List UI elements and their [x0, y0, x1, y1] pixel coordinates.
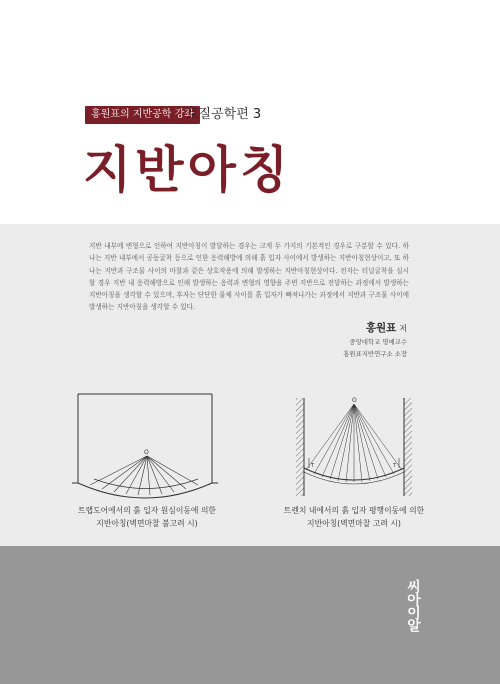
series-badge: 홍원표의 지반공학 강좌 [85, 106, 200, 124]
book-title: 지반아칭 [83, 141, 293, 199]
description-text: 지반 내부에 변형으로 인하여 지반아칭이 발달하는 경우는 크게 두 가지의 기본적인 경우로 구분할 수 있다. 하나는 지반 내부에서 공동굴착 등으로 인한 응력해방에 의해 흙 입자 사이에서 발생하는 지반아칭현상이고, 또 하나는 지반과 구조물 사이의 마찰과 같은 상호작용에 의해 발생하는 지반아칭현상이다. 전자는 터널굴착을 실시할 경우 지반 내 응력해방으로 인해 발생하는 응력과 변형의 영향을 주변 지반으로 전달하는 과정에서 발생하는 지반아칭을 생각할 수 있으며, 후자는 단단한 물체 사이를 흙 입자가 빠져나가는 과정에서 지반과 구조물 사이에 발생하는 지반아칭을 생각할 수 있다. [89, 242, 409, 312]
affiliation-line-2: 홍원표지반연구소 소장 [343, 350, 407, 358]
author-line [366, 320, 407, 335]
left-diagram-caption [72, 504, 222, 530]
left-caption-line-1: 트랩도어에서의 흙 입자 원심이동에 의한 [78, 506, 216, 515]
right-caption-line-2: 지반아칭(벽면마찰 고려 시) [307, 519, 401, 528]
diagram-right-origin-label: O [352, 397, 357, 404]
diagram-right-t-right: T [393, 463, 397, 469]
author-affiliation [343, 336, 407, 360]
author-suffix: 저 [399, 324, 407, 333]
top-section [0, 0, 500, 224]
right-caption-line-1: 트렌치 내에서의 흙 입자 평행이동에 의한 [283, 506, 425, 515]
trapdoor-arching-diagram [70, 388, 220, 503]
left-caption-line-2: 지반아칭(벽면마찰 불고려 시) [96, 519, 198, 528]
diagram-left-origin-label: O [144, 449, 149, 456]
bottom-band [0, 546, 500, 684]
trench-arching-diagram [292, 392, 416, 504]
right-diagram-caption [276, 504, 432, 530]
diagram-right-t-left: T [311, 463, 315, 469]
publisher-logo: 씨아이알 [405, 579, 421, 631]
affiliation-line-1: 중앙대학교 명예교수 [349, 338, 407, 346]
series-name: 토질공학편 3 [186, 107, 262, 122]
author-name: 홍원표 [365, 322, 397, 334]
